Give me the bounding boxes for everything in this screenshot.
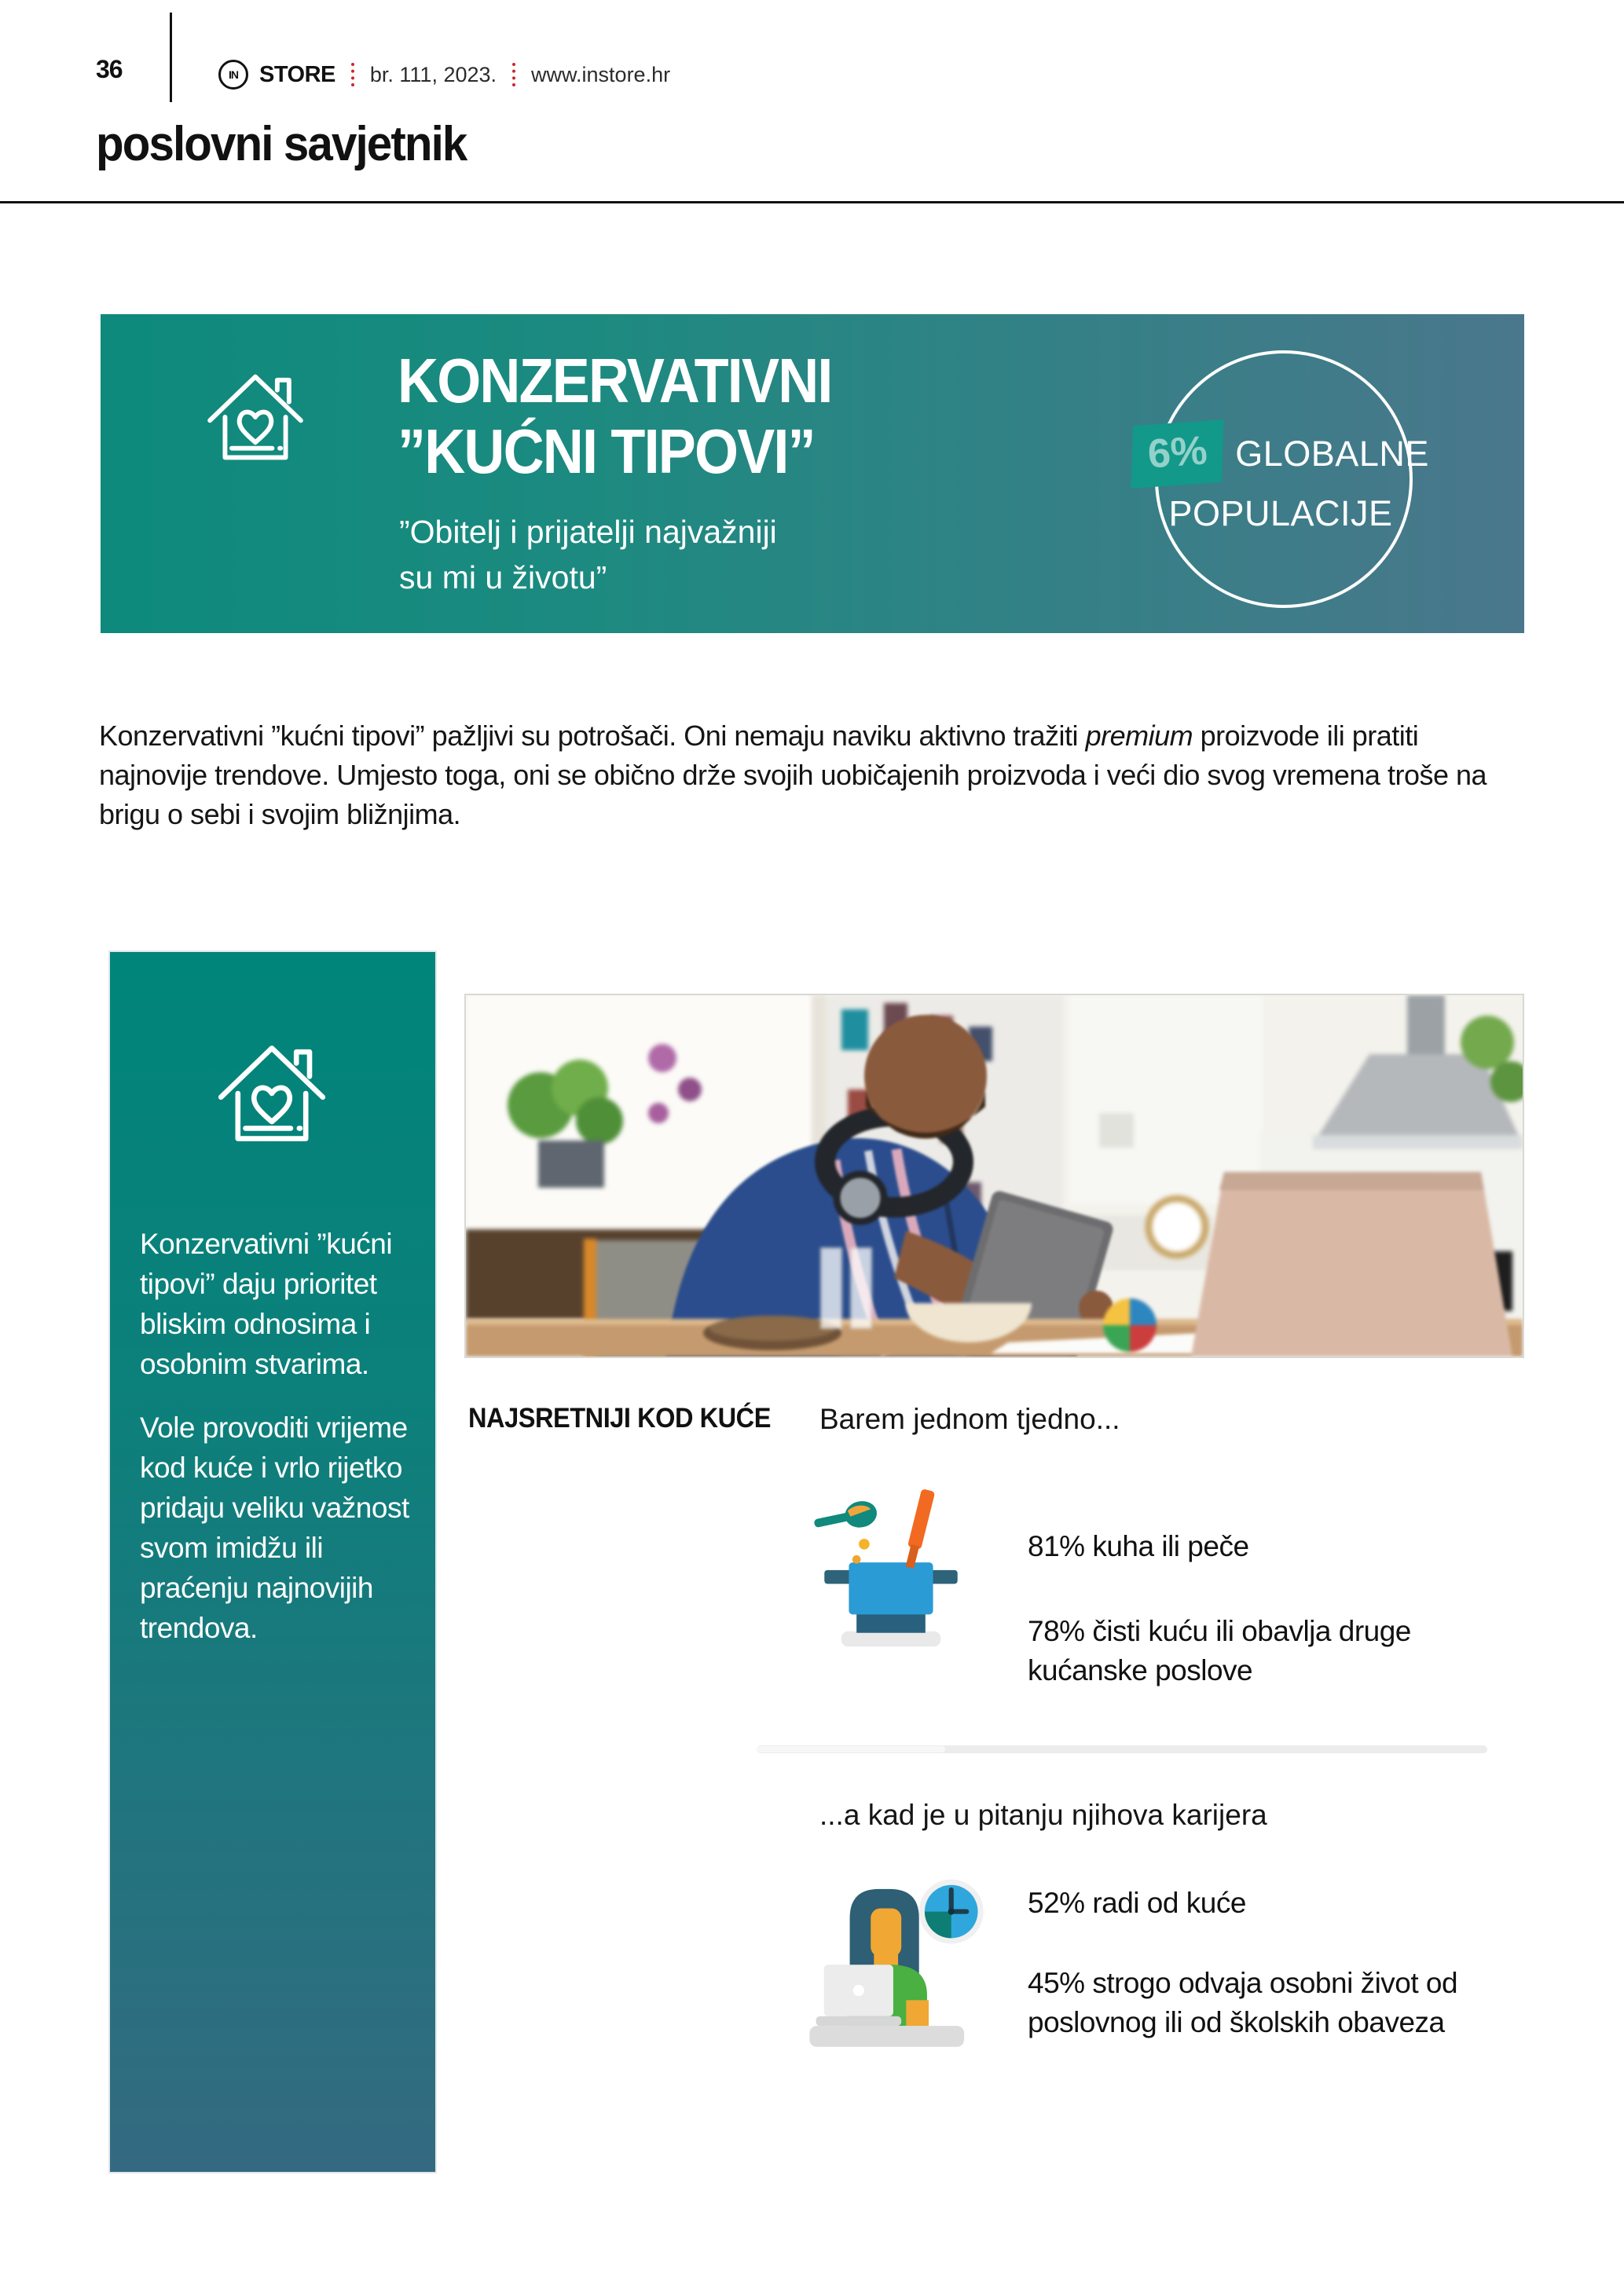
- stat-weekly-1: 81% kuha ili peče: [1028, 1530, 1249, 1562]
- weekly-heading: Barem jednom tjedno...: [819, 1403, 1120, 1435]
- stats-label: NAJSRETNIJI KOD KUĆE: [468, 1403, 771, 1434]
- population-badge-pct: 6%: [1146, 427, 1209, 478]
- article-photo: [466, 995, 1523, 1357]
- sidebar-panel: [110, 952, 435, 2172]
- hero-banner: [101, 314, 1524, 633]
- title-rule: [0, 201, 1624, 203]
- store-wordmark: STORE: [259, 61, 335, 87]
- house-heart-icon: [196, 358, 314, 476]
- stat-weekly-2: 78% čisti kuću ili obavlja druge kućanske poslove: [1028, 1615, 1411, 1686]
- sidebar-para1: Konzervativni ”kućni tipovi” daju prioritet bliskim odnosima i osobnim stvarima.: [140, 1228, 393, 1380]
- banner-title-line2: ”KUĆNI TIPOVI”: [398, 416, 815, 486]
- red-dotted-separator-icon: [512, 63, 515, 86]
- population-badge: [1084, 423, 1477, 534]
- kitchen-photo-illustration: [466, 995, 1523, 1357]
- banner-title-line1: KONZERVATIVNI: [398, 346, 832, 416]
- red-dotted-separator-icon: [351, 63, 354, 86]
- intro-paragraph: [99, 716, 1532, 834]
- website-link[interactable]: www.instore.hr: [531, 62, 671, 86]
- population-badge-label-line1: GLOBALNE: [1235, 434, 1429, 474]
- career-heading: ...a kad je u pitanju njihova karijera: [819, 1799, 1267, 1831]
- intro-text-pre: Konzervativni ”kućni tipovi” pažljivi su potrošači. Oni nemaju naviku aktivno tražiti: [99, 720, 1086, 752]
- header-divider: [170, 13, 172, 102]
- house-heart-icon: [206, 1027, 338, 1159]
- sidebar-para2: Vole provoditi vrijeme kod kuće i vrlo rijetko pridaju veliku važnost svom imidžu ili praćenju najnovijih trendova.: [140, 1412, 409, 1644]
- person-laptop-clock-icon: [803, 1860, 988, 2053]
- banner-quote: [399, 509, 777, 600]
- intro-text-italic: premium: [1085, 720, 1193, 752]
- sidebar-text: [140, 1224, 415, 1672]
- banner-quote-line2: su mi u životu”: [399, 559, 607, 595]
- in-circle-icon: IN: [218, 60, 248, 90]
- population-badge-label-line2: POPULACIJE: [1168, 493, 1393, 533]
- instore-masthead: [218, 60, 670, 90]
- banner-title: [398, 346, 832, 487]
- banner-quote-line1: ”Obitelj i prijatelji najvažniji: [399, 514, 777, 550]
- section-divider: [757, 1745, 1487, 1753]
- intro-text-post: proizvode ili pratiti najnovije trendove. Umjesto toga, oni se obično drže svojih uobičajenih proizvoda i veći dio svog vremena troše na brigu o sebi i svojim bližnjima.: [99, 720, 1487, 830]
- cooking-pot-icon: [808, 1478, 974, 1654]
- page-number: 36: [96, 55, 123, 83]
- section-title: poslovni savjetnik: [96, 117, 467, 171]
- stat-career-2: 45% strogo odvaja osobni život od poslovnog ili od školskih obaveza: [1028, 1967, 1458, 2038]
- issue-number: br. 111, 2023.: [369, 62, 497, 86]
- stat-career-1: 52% radi od kuće: [1028, 1887, 1246, 1919]
- population-badge-tag: [1131, 419, 1224, 489]
